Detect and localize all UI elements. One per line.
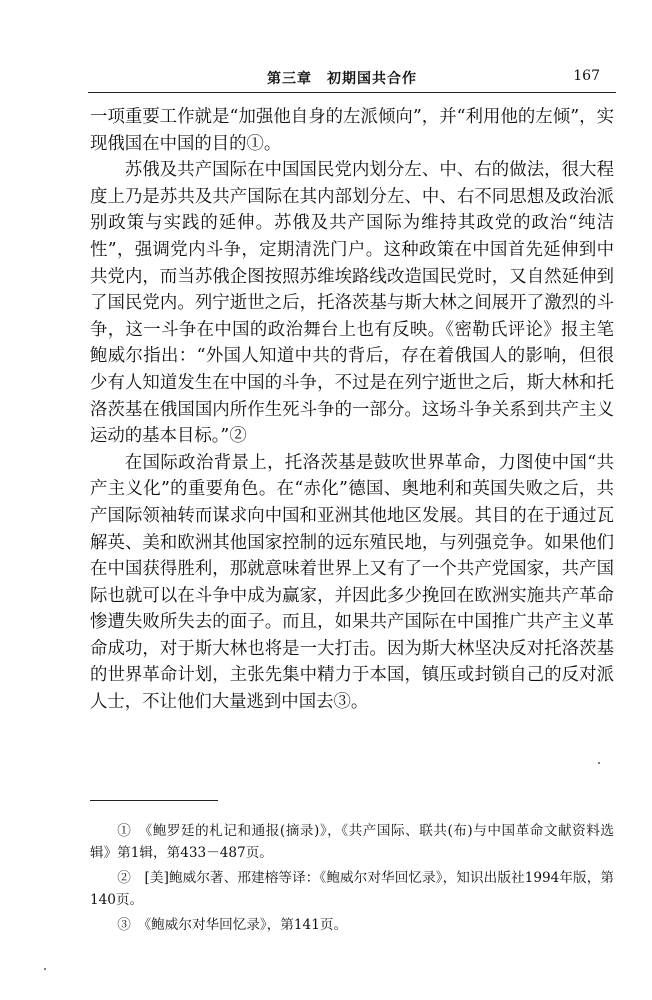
footnote-2: ② [美]鲍威尔著、邢建榕等译：《鲍威尔对华回忆录》，知识出版社1994年版，第140页。 [90,870,614,908]
scan-speck [598,762,600,764]
footnotes [90,820,614,939]
body-text [90,104,614,716]
paragraph-continued: 一项重要工作就是“加强他自身的左派倾向”，并“利用他的左倾”，实现俄国在中国的目的①。 [90,107,614,154]
running-header [92,66,612,90]
page-number: 167 [573,68,600,84]
footnote-1: ① 《鲍罗廷的札记和通报(摘录)》，《共产国际、联共(布)与中国革命文献资料选辑》第1辑，第433－487页。 [90,823,614,861]
chapter-title: 第三章 初期国共合作 [267,71,417,87]
header-rule [88,92,616,93]
paragraph: 苏俄及共产国际在中国国民党内划分左、中、右的做法，很大程度上乃是苏共及共产国际在其内部划分左、中、右不同思想及政治派别政策与实践的延伸。苏俄及共产国际为维持其政党的政治“纯洁性”，强调党内斗争，定期清洗门户。这种政策在中国首先延伸到中共党内，而当苏俄企图按照苏维埃路线改造国民党时，又自然延伸到了国民党内。列宁逝世之后，托洛茨基与斯大林之间展开了激烈的斗争，这一斗争在中国的政治舞台上也有反映。《密勒氏评论》报主笔鲍威尔指出：“外国人知道中共的背后，存在着俄国人的影响，但很少有人知道发生在中国的斗争，不过是在列宁逝世之后，斯大林和托洛茨基在俄国国内所作生死斗争的一部分。这场斗争关系到共产主义运动的基本目标。”② [90,160,614,447]
scan-speck [44,968,46,970]
paragraph: 在国际政治背景上，托洛茨基是鼓吹世界革命，力图使中国“共产主义化”的重要角色。在“赤化”德国、奥地利和英国失败之后，共产国际领袖转而谋求向中国和亚洲其他地区发展。其目的在于通过瓦解英、美和欧洲其他国家控制的远东殖民地，与列强竞争。如果他们在中国获得胜利，那就意味着世界上又有了一个共产党国家，共产国际也就可以在斗争中成为赢家，并因此多少挽回在欧洲实施共产革命惨遭失败所失去的面子。而且，如果共产国际在中国推广共产主义革命成功，对于斯大林也将是一大打击。因为斯大林坚决反对托洛茨基的世界革命计划，主张先集中精力于本国，镇压或封锁自己的反对派人士，不让他们大量逃到中国去③。 [90,452,614,713]
footnote-rule [90,800,218,801]
footnote-3: ③ 《鲍威尔对华回忆录》，第141页。 [117,917,348,933]
